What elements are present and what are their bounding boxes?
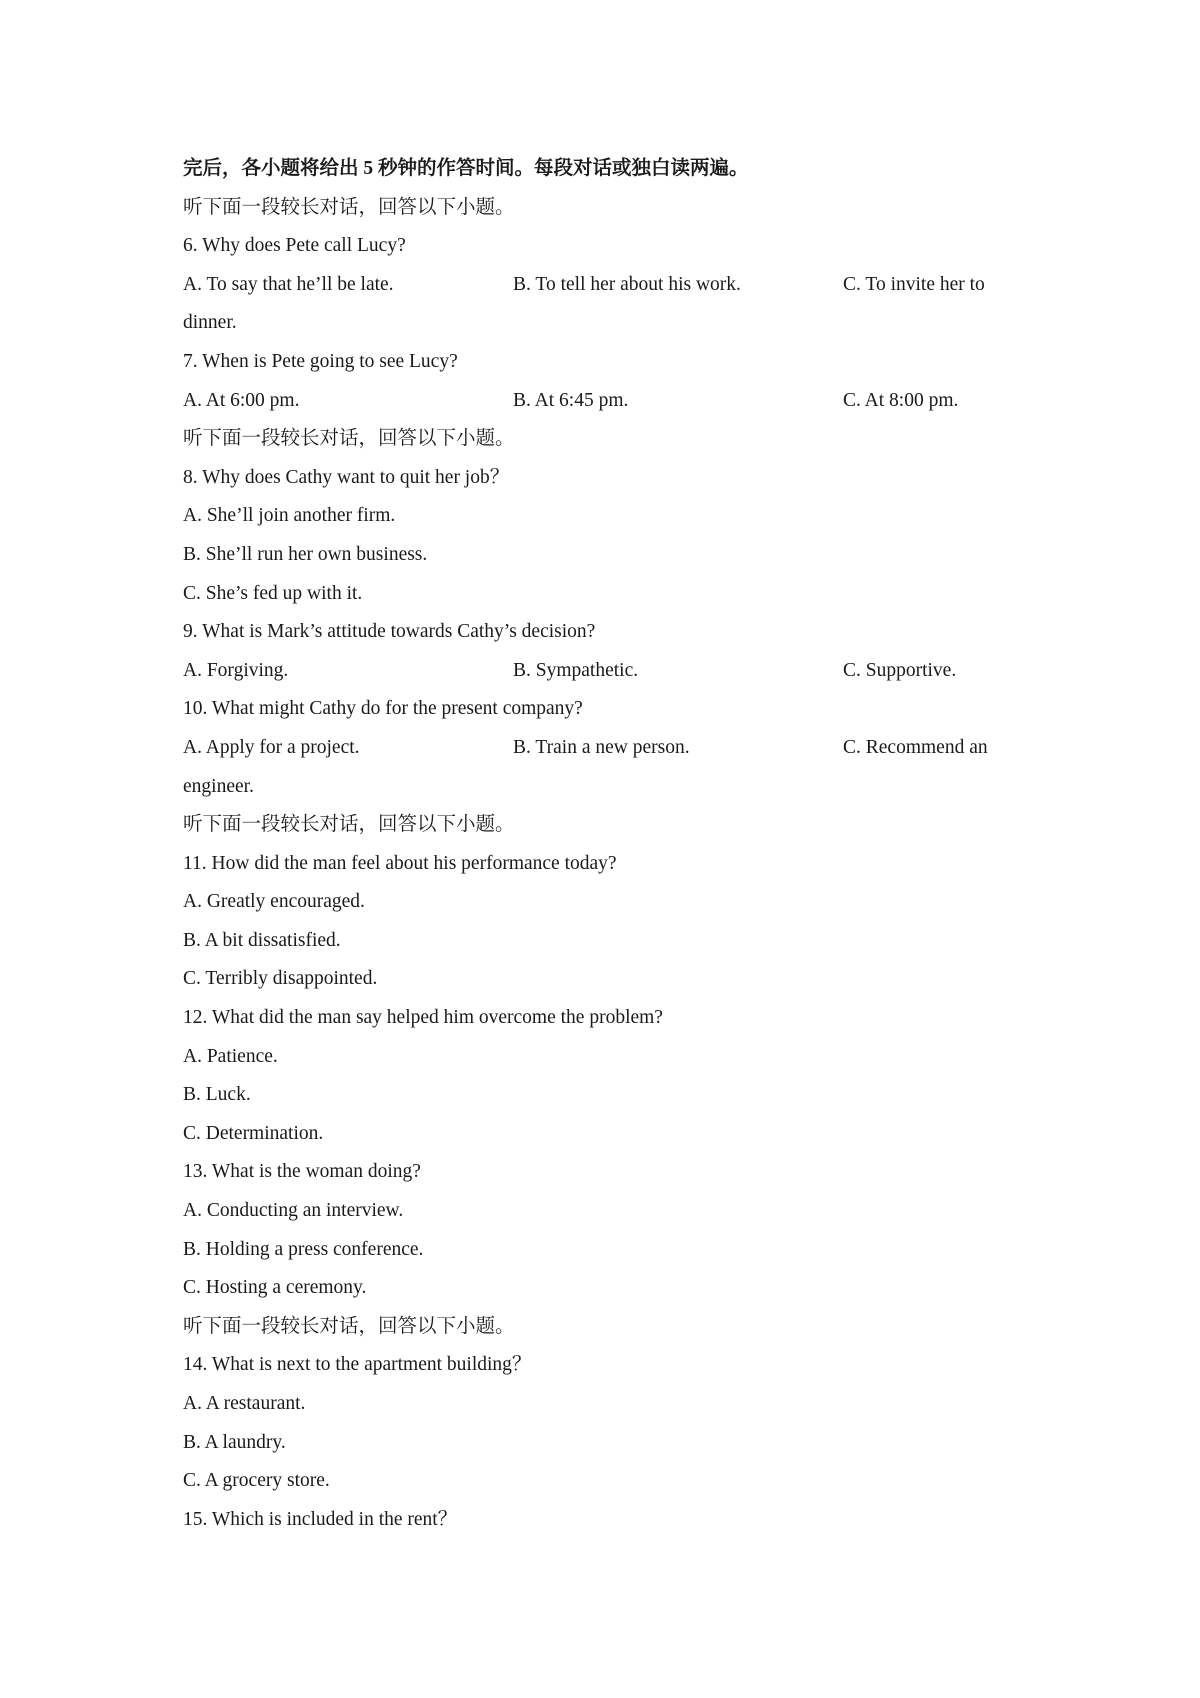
exam-page xyxy=(183,150,1013,1539)
option-11a: A. Greatly encouraged. xyxy=(183,891,365,913)
options-row-9 xyxy=(183,652,1013,691)
question-6: 6. Why does Pete call Lucy? xyxy=(183,235,406,257)
instruction-text: 完后，各小题将给出 5 秒钟的作答时间。每段对话或独白读两遍。 xyxy=(183,158,749,179)
option-9c: C. Supportive. xyxy=(843,659,957,681)
option-12c: C. Determination. xyxy=(183,1122,324,1144)
option-7b: B. At 6:45 pm. xyxy=(513,389,629,411)
option-7a: A. At 6:00 pm. xyxy=(183,389,300,411)
option-8a: A. She’ll join another firm. xyxy=(183,505,396,527)
option-10a: A. Apply for a project. xyxy=(183,736,360,758)
option-10c: C. Recommend an xyxy=(843,736,988,758)
option-10b: B. Train a new person. xyxy=(513,736,690,758)
question-8: 8. Why does Cathy want to quit her job？ xyxy=(183,466,510,488)
question-13: 13. What is the woman doing? xyxy=(183,1161,421,1183)
option-11b: B. A bit dissatisfied. xyxy=(183,929,341,951)
option-13a: A. Conducting an interview. xyxy=(183,1200,404,1222)
option-12a: A. Patience. xyxy=(183,1045,278,1067)
question-7: 7. When is Pete going to see Lucy? xyxy=(183,350,458,372)
option-8b: B. She’ll run her own business. xyxy=(183,543,428,565)
option-6a: A. To say that he’ll be late. xyxy=(183,273,394,295)
section-heading: 听下面一段较长对话，回答以下小题。 xyxy=(183,428,515,450)
question-12: 12. What did the man say helped him overcome the problem? xyxy=(183,1007,663,1029)
options-row-7 xyxy=(183,382,1013,421)
question-15: 15. Which is included in the rent？ xyxy=(183,1508,458,1530)
question-10: 10. What might Cathy do for the present company? xyxy=(183,698,583,720)
option-7c: C. At 8:00 pm. xyxy=(843,389,959,411)
option-9a: A. Forgiving. xyxy=(183,659,289,681)
option-6c: C. To invite her to xyxy=(843,273,985,295)
question-9: 9. What is Mark’s attitude towards Cathy’s decision? xyxy=(183,621,596,643)
option-8c: C. She’s fed up with it. xyxy=(183,582,363,604)
options-row-10 xyxy=(183,729,1013,768)
option-6b: B. To tell her about his work. xyxy=(513,273,741,295)
option-12b: B. Luck. xyxy=(183,1084,251,1106)
section-heading: 听下面一段较长对话，回答以下小题。 xyxy=(183,1315,515,1337)
option-9b: B. Sympathetic. xyxy=(513,659,639,681)
section-heading: 听下面一段较长对话，回答以下小题。 xyxy=(183,814,515,836)
option-13b: B. Holding a press conference. xyxy=(183,1238,424,1260)
option-14b: B. A laundry. xyxy=(183,1431,286,1453)
section-heading: 听下面一段较长对话，回答以下小题。 xyxy=(183,196,515,218)
question-11: 11. How did the man feel about his performance today? xyxy=(183,852,617,874)
options-row-6 xyxy=(183,266,1013,305)
question-14: 14. What is next to the apartment building？ xyxy=(183,1354,532,1376)
option-11c: C. Terribly disappointed. xyxy=(183,968,378,990)
option-14c: C. A grocery store. xyxy=(183,1470,330,1492)
option-14a: A. A restaurant. xyxy=(183,1393,306,1414)
option-6c-wrap: dinner. xyxy=(183,312,237,334)
option-10c-wrap: engineer. xyxy=(183,775,254,797)
option-13c: C. Hosting a ceremony. xyxy=(183,1277,367,1299)
